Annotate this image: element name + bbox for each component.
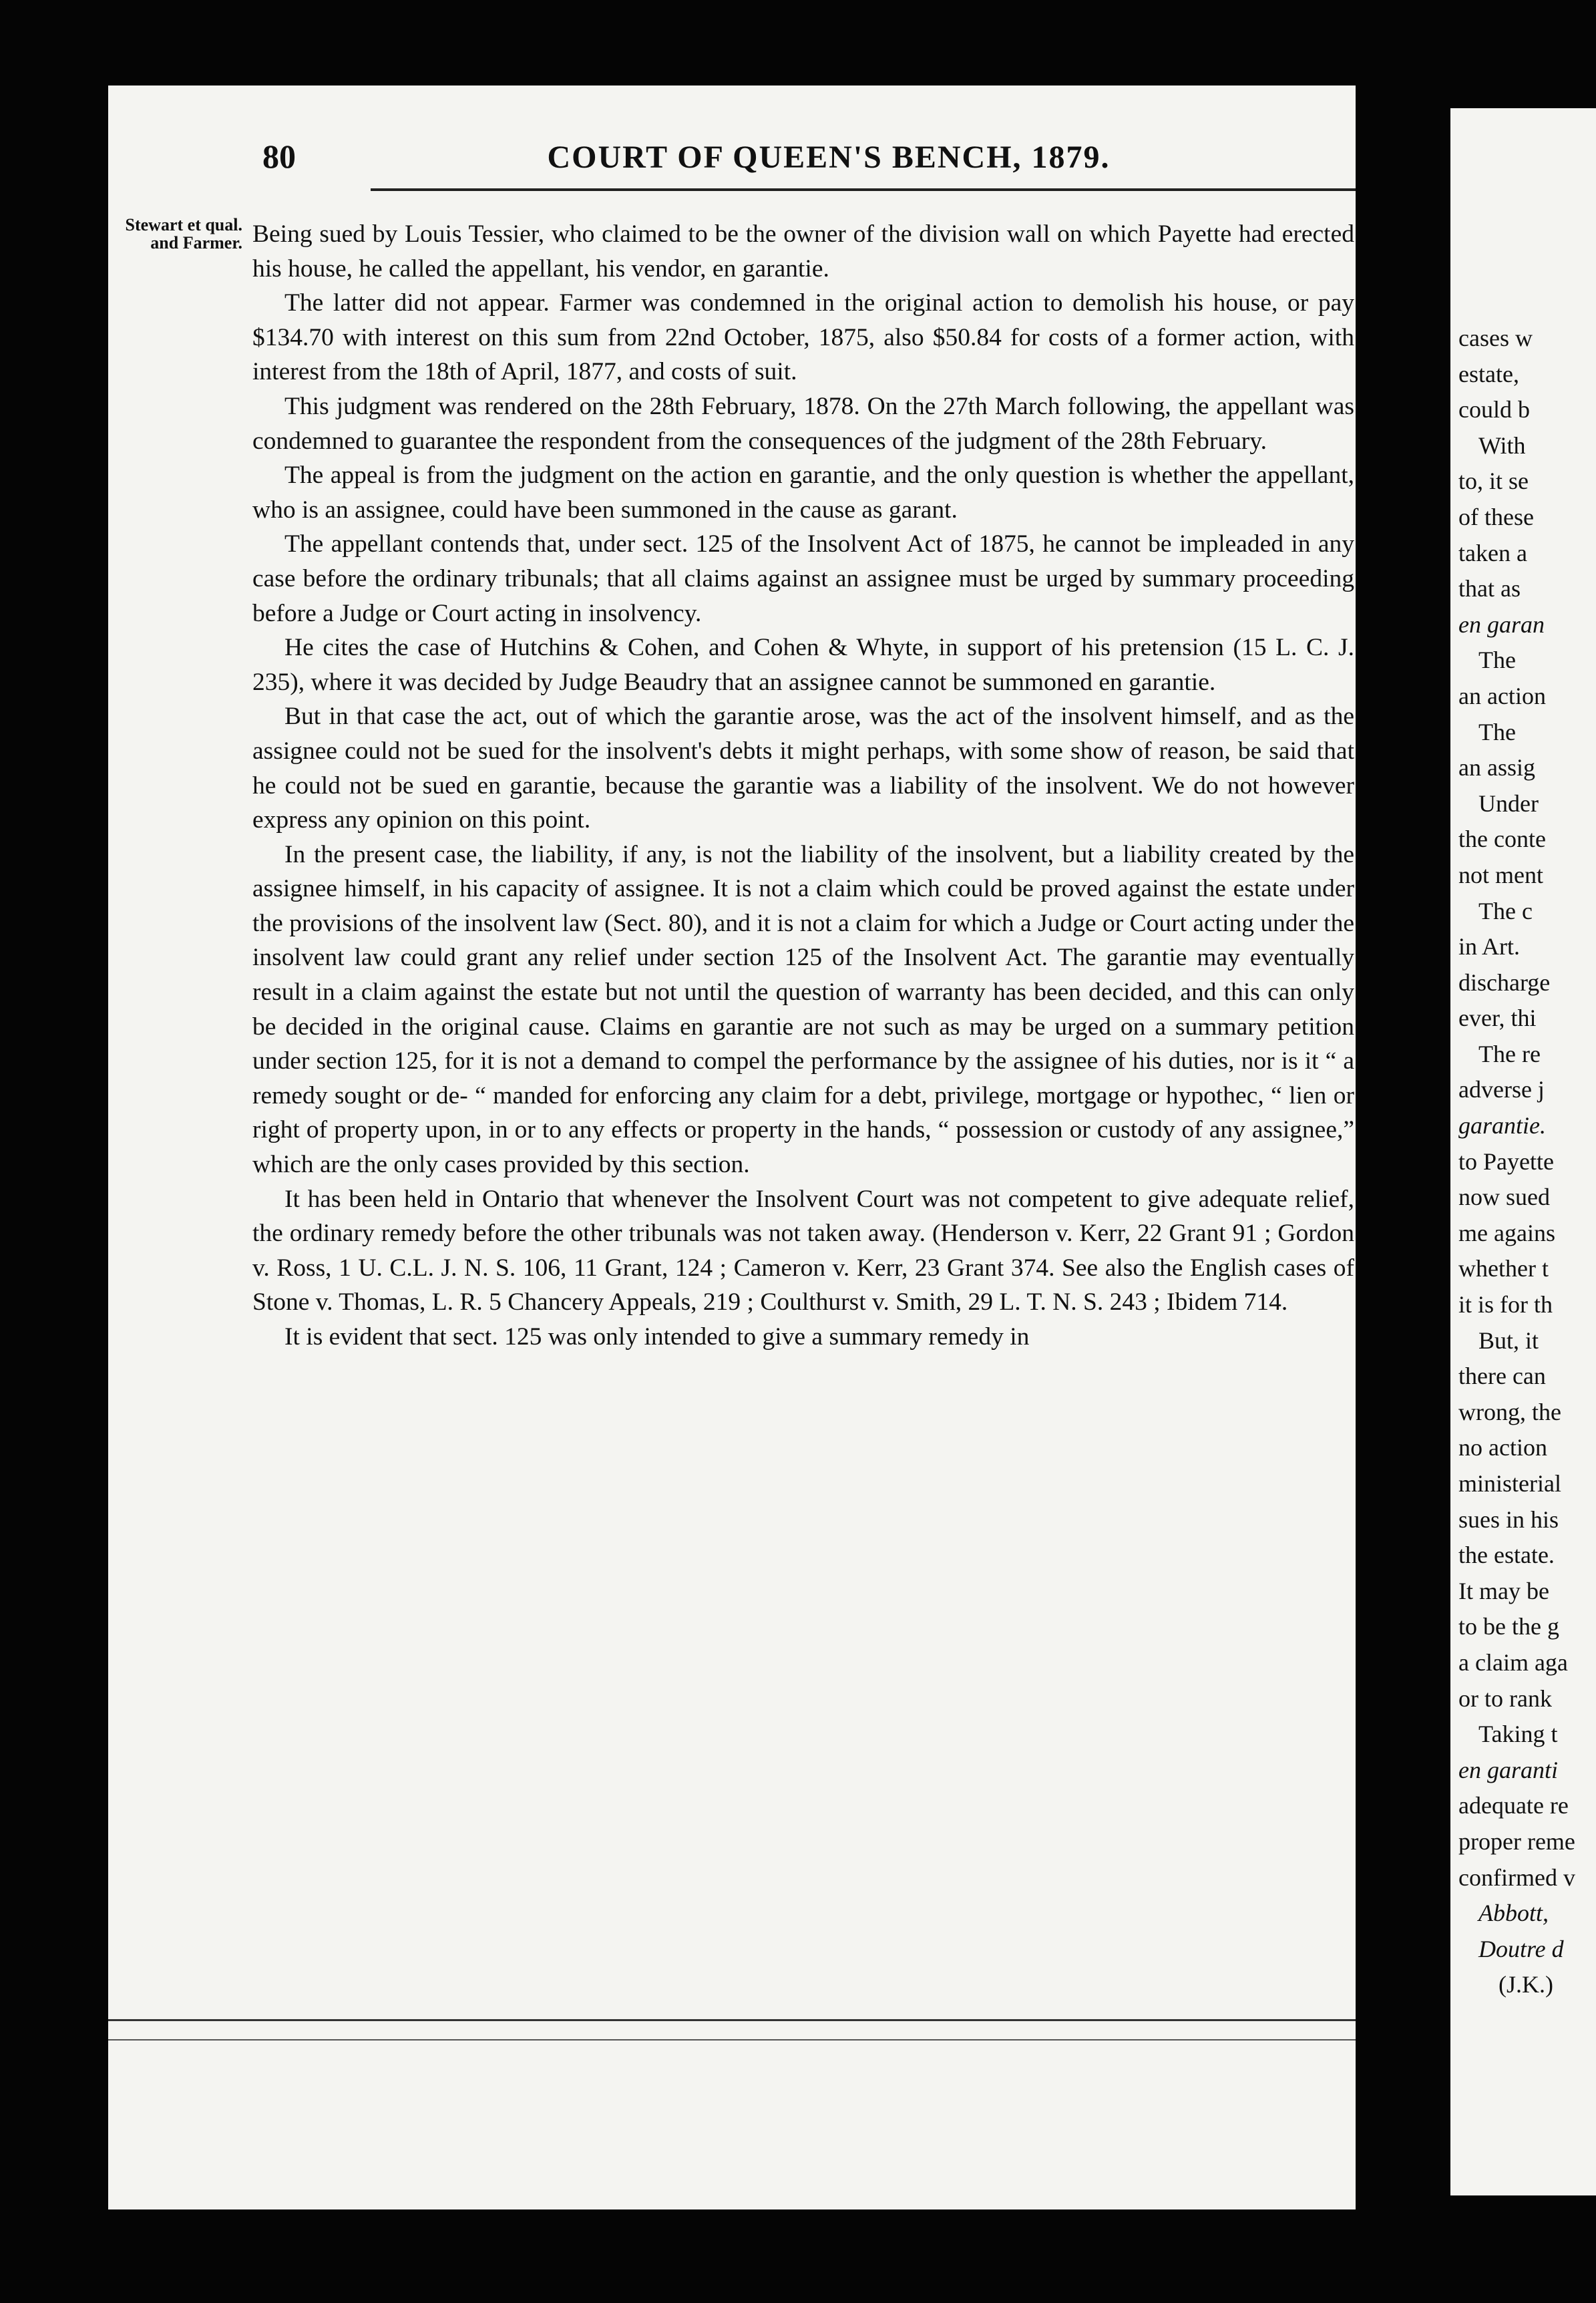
right-line: taken a	[1458, 539, 1527, 566]
right-line: no action	[1458, 1434, 1547, 1461]
bottom-rule	[108, 2019, 1356, 2021]
paragraph: The appeal is from the judgment on the action en garantie, and the only question is whether the appellant, who is an assignee, could have been summoned in the cause as garant.	[252, 462, 1354, 524]
right-line: or to rank	[1458, 1685, 1552, 1712]
right-page-fragment	[1450, 108, 1596, 2195]
right-line: now sued	[1458, 1184, 1550, 1211]
header-rule	[371, 188, 1356, 191]
right-line: But, it	[1478, 1326, 1539, 1354]
left-page	[108, 85, 1356, 2209]
right-line: the estate.	[1458, 1542, 1555, 1569]
right-line: a claim aga	[1458, 1648, 1568, 1676]
bottom-rule-secondary	[108, 2039, 1356, 2041]
right-line: ministerial	[1458, 1470, 1561, 1497]
right-line: to, it se	[1458, 468, 1529, 495]
right-page-text	[1458, 321, 1596, 2003]
right-line: could b	[1458, 396, 1530, 423]
right-line: The	[1478, 647, 1516, 674]
right-line: The	[1478, 718, 1516, 745]
right-line: proper reme	[1458, 1827, 1575, 1855]
right-line: it is for th	[1458, 1291, 1553, 1318]
right-line: garantie.	[1458, 1112, 1546, 1139]
right-line: (J.K.)	[1499, 1971, 1553, 1998]
right-line: adequate re	[1458, 1792, 1569, 1819]
running-head: COURT OF QUEEN'S BENCH, 1879.	[547, 140, 1111, 175]
marginal-note: Stewart et qual. and Farmer.	[125, 215, 242, 252]
right-line: confirmed v	[1458, 1864, 1575, 1891]
body-text	[252, 217, 1354, 1355]
right-line: adverse j	[1458, 1076, 1545, 1103]
right-line: me agains	[1458, 1219, 1555, 1246]
right-line: there can	[1458, 1363, 1546, 1390]
right-line: It may be	[1458, 1577, 1549, 1604]
folio-number: 80	[262, 138, 296, 175]
right-line: Doutre d	[1478, 1935, 1564, 1962]
right-line: The c	[1478, 897, 1533, 924]
right-line: Taking t	[1478, 1721, 1558, 1748]
paragraph: In the present case, the liability, if any, is not the liability of the insolvent, but a liability created by the assignee himself, in his capacity of assignee. It is not a claim which could be proved against the estate under the provisions of the insolvent law (Sect. 80), and it is not a claim for which a Judge or Court acting under the insolvent law could grant any relief under section 125 of the Insolvent Act. The garantie may eventually result in a claim against the estate but not until the question of warranty has been decided, and this can only be decided in the original cause. Claims en garantie are not such as may be urged on a summary petition under section 125, for it is not a demand to compel the performance by the assignee of his duties, nor is it “ a remedy sought or de- “ manded for enforcing any claim for a debt, privilege, mortgage or hypothec, “ lien or right of property upon, in or to any effects or property in the hands, “ possession or custody of any assignee,” which are the only cases provided by this section.	[252, 840, 1354, 1179]
right-line: in Art.	[1458, 933, 1521, 960]
right-line: an action	[1458, 682, 1546, 709]
right-line: an assig	[1458, 754, 1535, 781]
paragraph: The latter did not appear. Farmer was condemned in the original action to demolish his house, or pay $134.70 with interest on this sum from 22nd October, 1875, also $50.84 for costs of a former action, with interest from the 18th of April, 1877, and costs of suit.	[252, 289, 1354, 386]
paragraph: He cites the case of Hutchins & Cohen, and Cohen & Whyte, in support of his pretension (15 L. C. J. 235), where it was decided by Judge Beaudry that an assignee cannot be summoned en garantie.	[252, 634, 1354, 696]
right-line: the conte	[1458, 826, 1546, 853]
paragraph: It is evident that sect. 125 was only intended to give a summary remedy in	[284, 1323, 1030, 1351]
right-line: to be the g	[1458, 1613, 1559, 1640]
paragraph: The appellant contends that, under sect. 125 of the Insolvent Act of 1875, he cannot be impleaded in any case before the ordinary tribunals; that all claims against an assignee must be urged by summary proceeding before a Judge or Court acting in insolvency.	[252, 530, 1354, 627]
paragraph: It has been held in Ontario that whenever the Insolvent Court was not competent to give adequate relief, the ordinary remedy before the other tribunals was not taken away. (Henderson v. Kerr, 22 Grant 91 ; Gordon v. Ross, 1 U. C.L. J. N. S. 106, 11 Grant, 124 ; Cameron v. Kerr, 23 Grant 374. See also the English cases of Stone v. Thomas, L. R. 5 Chancery Appeals, 219 ; Coulthurst v. Smith, 29 L. T. N. S. 243 ; Ibidem 714.	[252, 1185, 1354, 1316]
right-line: Under	[1478, 789, 1539, 817]
right-line: of these	[1458, 503, 1534, 530]
right-line: discharge	[1458, 968, 1551, 996]
paragraph: But in that case the act, out of which the garantie arose, was the act of the insolvent himself, and as the assignee could not be sued for the insolvent's debts it might perhaps, with some show of reason, be said that he could not be sued en garantie, because the garantie was a liability of the insolvent. We do not however express any opinion on this point.	[252, 703, 1354, 834]
right-line: The re	[1478, 1040, 1541, 1067]
right-line: cases w	[1458, 325, 1533, 351]
right-line: Abbott,	[1478, 1900, 1549, 1927]
right-line: With	[1478, 431, 1526, 459]
right-line: en garanti	[1458, 1756, 1558, 1783]
right-line: en garan	[1458, 610, 1545, 638]
right-line: sues in his	[1458, 1505, 1559, 1533]
right-line: to Payette	[1458, 1147, 1554, 1175]
right-line: whether t	[1458, 1255, 1549, 1282]
right-line: ever, thi	[1458, 1005, 1537, 1032]
right-line: wrong, the	[1458, 1398, 1561, 1425]
right-line: not ment	[1458, 861, 1543, 888]
right-line: estate,	[1458, 360, 1519, 387]
right-line: that as	[1458, 575, 1521, 602]
paragraph: Being sued by Louis Tessier, who claimed to be the owner of the division wall on which Payette had erected his house, he called the appellant, his vendor, en garantie.	[252, 220, 1354, 283]
paragraph: This judgment was rendered on the 28th February, 1878. On the 27th March following, the appellant was condemned to guarantee the respondent from the consequences of the judgment of the 28th February.	[252, 392, 1354, 455]
